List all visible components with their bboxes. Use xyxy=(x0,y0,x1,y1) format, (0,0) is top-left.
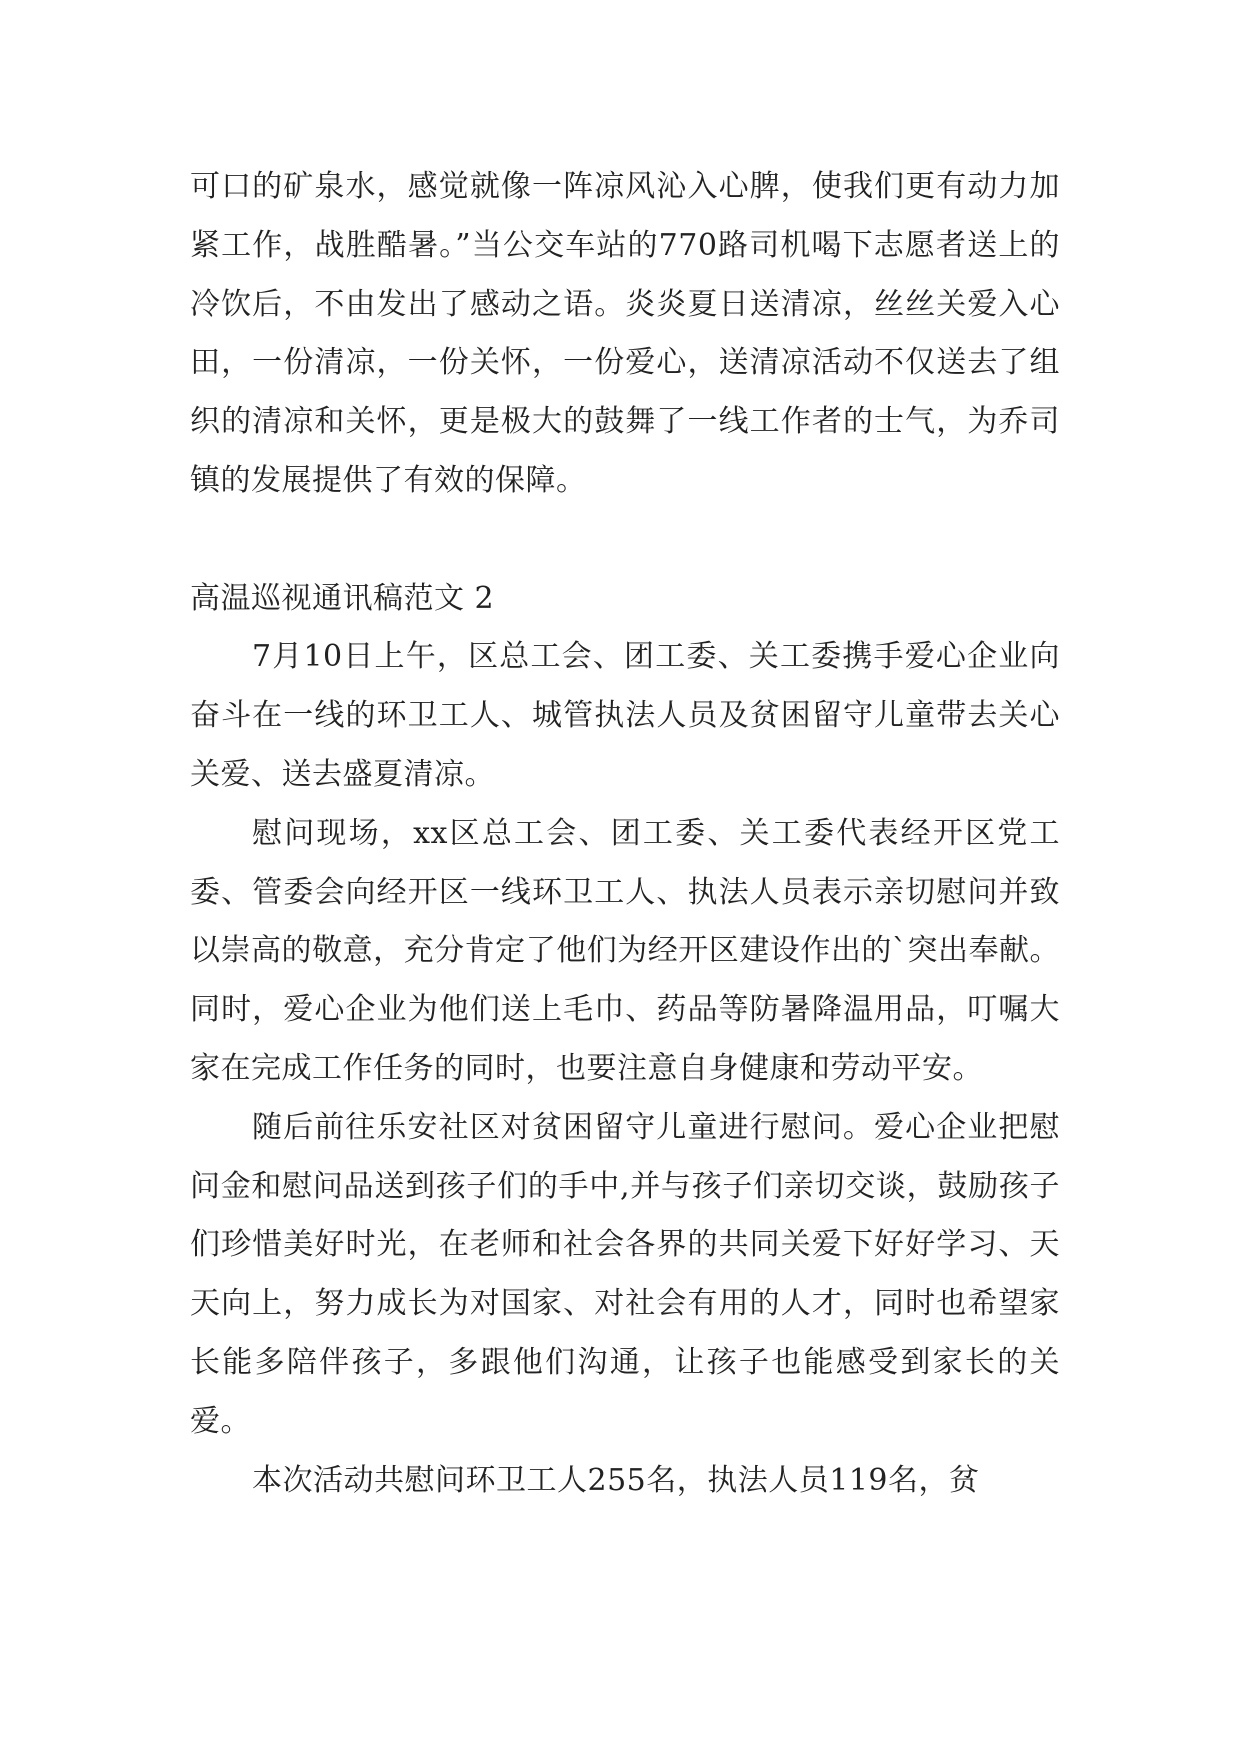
paragraph-4: 本次活动共慰问环卫工人255名，执法人员119名，贫 xyxy=(252,1462,980,1498)
section-title: 高温巡视通讯稿范文 2 xyxy=(190,580,495,616)
paragraph-3: 随后前往乐安社区对贫困留守儿童进行慰问。爱心企业把慰问金和慰问品送到孩子们的手中,并与孩子们亲切交谈，鼓励孩子们珍惜美好时光，在老师和社会各界的共同关爱下好好学习、天天向上，努力成长为对国家、对社会有用的人才，同时也希望家长能多陪伴孩子，多跟他们沟通，让孩子也能感受到家长的关爱。 xyxy=(190,1109,1060,1439)
paragraph-2: 慰问现场，xx区总工会、团工委、关工委代表经开区党工委、管委会向经开区一线环卫工人、执法人员表示亲切慰问并致以崇高的敬意，充分肯定了他们为经开区建设作出的`突出奉献。同时，爱心企业为他们送上毛巾、药品等防暑降温用品，叮嘱大家在完成工作任务的同时，也要注意自身健康和劳动平安。 xyxy=(190,815,1060,1086)
paragraph-1: 7月10日上午，区总工会、团工委、关工委携手爱心企业向奋斗在一线的环卫工人、城管执法人员及贫困留守儿童带去关心关爱、送去盛夏清凉。 xyxy=(190,639,1060,792)
document-body xyxy=(190,158,1060,1510)
paragraph-intro-continuation: 可口的矿泉水，感觉就像一阵凉风沁入心脾，使我们更有动力加紧工作，战胜酷暑。”当公交车站的770路司机喝下志愿者送上的冷饮后，不由发出了感动之语。炎炎夏日送清凉，丝丝关爱入心田，一份清凉，一份关怀，一份爱心，送清凉活动不仅送去了组织的清凉和关怀，更是极大的鼓舞了一线工作者的士气，为乔司镇的发展提供了有效的保障。 xyxy=(190,169,1060,498)
